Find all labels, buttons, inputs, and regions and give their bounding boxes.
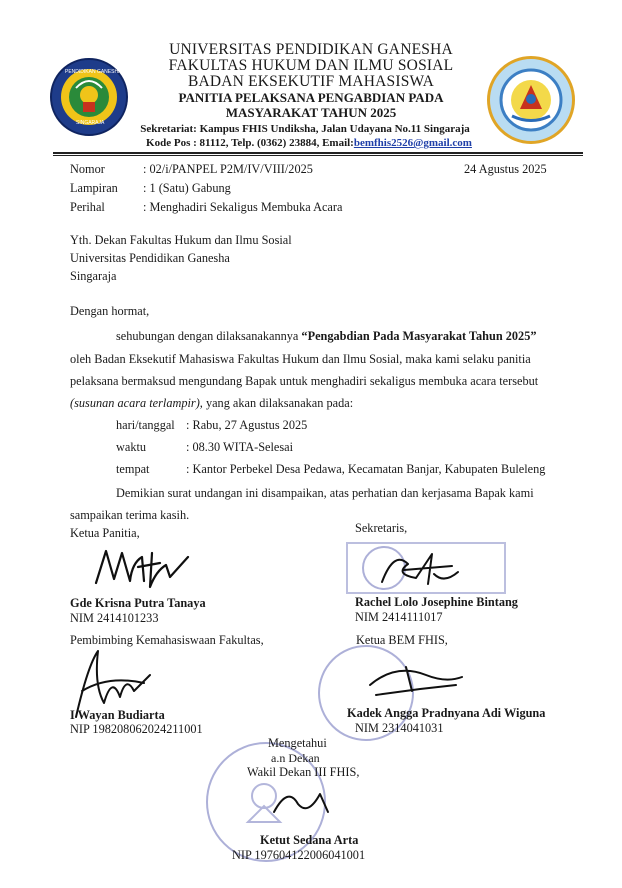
ketua-bem-nim: NIM 2314041031 [355, 721, 444, 735]
wakil-dekan-name: Ketut Sedana Arta [260, 833, 359, 847]
wakil-dekan-signature [268, 782, 338, 822]
wakil-dekan-nip: NIP 197604122006041001 [232, 848, 366, 862]
ketua-panitia-name: Gde Krisna Putra Tanaya [70, 596, 206, 610]
university-name: UNIVERSITAS PENDIDIKAN GANESHA [169, 41, 453, 58]
hari-label: hari/tanggal [116, 418, 175, 432]
hari-value: : Rabu, 27 Agustus 2025 [186, 418, 308, 432]
paragraph-1-line-2: oleh Badan Eksekutif Mahasiswa Fakultas Hukum dan Ilmu Sosial, maka kami selaku panitia [70, 352, 531, 366]
lampiran-label: Lampiran [70, 181, 118, 195]
address-line: Sekretariat: Kampus FHIS Undiksha, Jalan Udayana No.11 Singaraja [140, 123, 470, 135]
pembimbing-nip: NIP 198208062024211001 [70, 722, 203, 736]
paragraph-1-line-1 [116, 329, 537, 344]
ketua-bem-title: Ketua BEM FHIS, [356, 633, 448, 647]
sekretaris-name: Rachel Lolo Josephine Bintang [355, 595, 518, 609]
header-rule-thin [53, 155, 583, 156]
ketua-bem-name: Kadek Angga Pradnyana Adi Wiguna [347, 706, 546, 720]
paragraph-1-line-4 [70, 396, 353, 411]
ketua-panitia-title: Ketua Panitia, [70, 526, 140, 540]
perihal-label: Perihal [70, 200, 105, 214]
attachment-note: (susunan acara terlampir), [70, 396, 203, 410]
mengetahui-label: Mengetahui [268, 736, 327, 750]
closing-line-1: Demikian surat undangan ini disampaikan, atas perhatian dan kerjasama Bapak kami [116, 486, 534, 500]
sekretaris-nim: NIM 2414111017 [355, 610, 443, 624]
closing-line-2: sampaikan terima kasih. [70, 508, 190, 522]
organization-name: BADAN EKSEKUTIF MAHASISWA [187, 73, 435, 90]
an-dekan-label: a.n Dekan [271, 751, 320, 765]
contact-line [0, 138, 620, 149]
sekretaris-title: Sekretaris, [355, 521, 408, 535]
waktu-value: : 08.30 WITA-Selesai [186, 440, 294, 454]
contact-prefix: Kode Pos : 81112, Telp. (0362) 23884, Email: [146, 137, 354, 149]
waktu-label: waktu [116, 440, 147, 454]
logo-text-top: PENDIDIKAN GANESHA [65, 69, 122, 75]
email-link[interactable]: bemfhis2526@gmail.com [353, 137, 472, 149]
committee-name: PANITIA PELAKSANA PENGABDIAN PADA [178, 90, 444, 105]
tempat-value: : Kantor Perbekel Desa Pedawa, Kecamatan Banjar, Kabupaten Buleleng [186, 462, 546, 476]
sekretaris-signature [374, 544, 464, 594]
paragraph-1-end: yang akan dilaksanakan pada: [202, 396, 354, 410]
paragraph-1-start: sehubungan dengan dilaksanakannya [116, 329, 302, 343]
recipient-line-3: Singaraja [70, 269, 117, 283]
event-name: “Pengabdian Pada Masyarakat Tahun 2025” [301, 329, 537, 343]
lampiran-value: : 1 (Satu) Gabung [143, 181, 231, 195]
tempat-label: tempat [116, 462, 150, 476]
committee-year: MASYARAKAT TAHUN 2025 [225, 105, 397, 120]
faculty-name: FAKULTAS HUKUM DAN ILMU SOSIAL [168, 57, 454, 74]
nomor-label: Nomor [70, 162, 105, 176]
paragraph-1-line-3: pelaksana bermaksud mengundang Bapak untuk menghadiri sekaligus membuka acara tersebut [70, 374, 539, 388]
greeting: Dengan hormat, [70, 304, 150, 318]
header-rule-thick [53, 152, 583, 154]
logo-text-bottom: SINGARAJA [76, 120, 105, 126]
nomor-value: : 02/i/PANPEL P2M/IV/VIII/2025 [143, 162, 313, 176]
wakil-dekan-title: Wakil Dekan III FHIS, [247, 765, 360, 779]
letter-date: 24 Agustus 2025 [464, 162, 547, 176]
recipient-line-2: Universitas Pendidikan Ganesha [70, 251, 230, 265]
pembimbing-name: I Wayan Budiarta [70, 708, 165, 722]
perihal-value: : Menghadiri Sekaligus Membuka Acara [143, 200, 343, 214]
ketua-panitia-nim: NIM 2414101233 [70, 611, 159, 625]
ketua-signature [92, 543, 202, 593]
ketua-bem-signature [366, 655, 466, 705]
pembimbing-title: Pembimbing Kemahasiswaan Fakultas, [70, 633, 264, 647]
recipient-line-1: Yth. Dekan Fakultas Hukum dan Ilmu Sosial [70, 233, 292, 247]
